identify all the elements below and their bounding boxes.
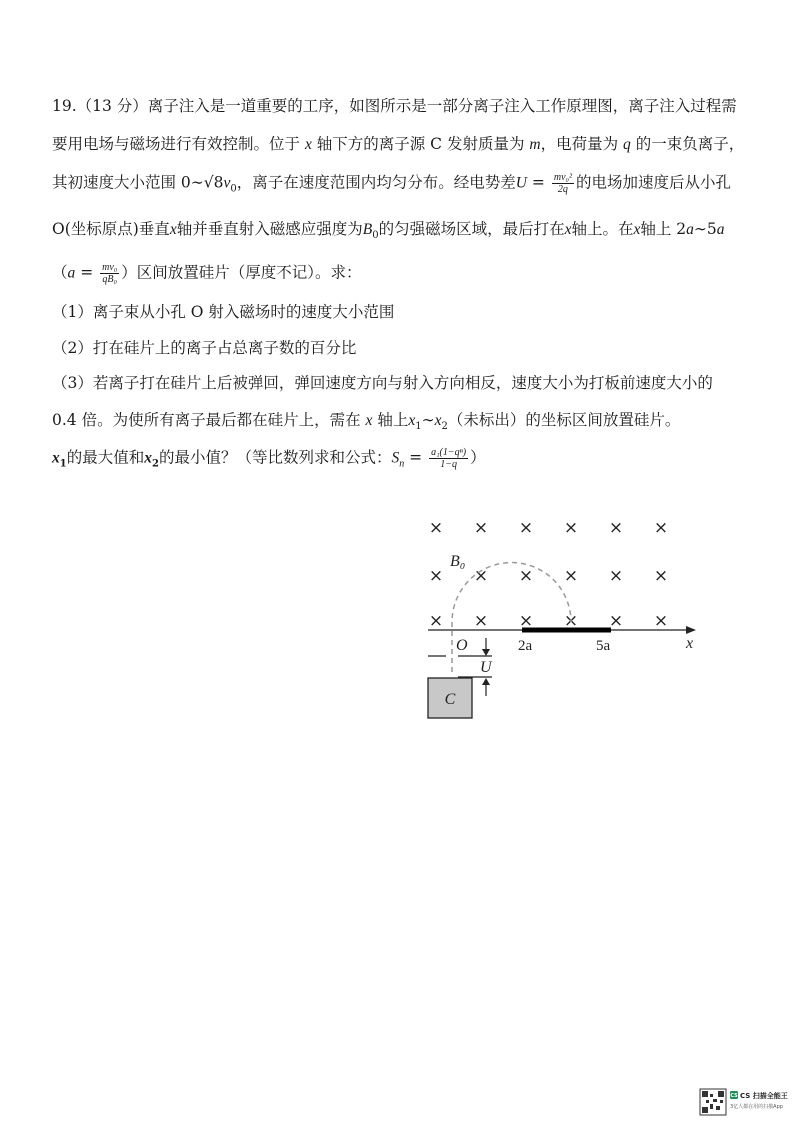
field-cross: × — [518, 611, 534, 631]
question-2: （2）打在硅片上的离子占总离子数的百分比 — [52, 339, 357, 357]
x-axis-arrow — [686, 626, 696, 634]
scanner-brand: CS 扫描全能王 — [740, 1092, 788, 1100]
voltage-arrowhead-top — [482, 649, 490, 656]
field-cross: × — [473, 611, 489, 631]
field-cross: × — [608, 566, 624, 586]
question-3-line-3: $x_1$的最大值和$x_2$的最小值？（等比数列求和公式：$S_n$ = $\frac{\text{a₁(1−qⁿ)}}{1-q}$ ） — [52, 447, 486, 470]
field-cross: × — [563, 611, 579, 631]
field-cross: × — [518, 566, 534, 586]
field-cross: × — [653, 518, 669, 538]
ion-injection-diagram — [420, 510, 710, 740]
voltage-label: U — [480, 659, 492, 676]
field-cross: × — [608, 518, 624, 538]
field-cross: × — [473, 566, 489, 586]
problem-line-5: （a = $\frac{\text{mv₀}}{\text{qB₀}}$ ）区间放置硅片（厚度不记）。求： — [52, 262, 362, 285]
source-label: C — [444, 691, 456, 708]
field-label: B₀ — [450, 553, 466, 570]
svg-text:CS: CS — [730, 1093, 738, 1099]
field-cross: × — [608, 611, 624, 631]
field-cross: × — [653, 611, 669, 631]
series-sum-fraction: $\frac{\text{a₁(1−qⁿ)}}{1-q}$ — [431, 447, 467, 470]
problem-line-2: 要用电场与磁场进行有效控制。位于 x 轴下方的离子源 C 发射质量为 m，电荷量为 q 的一束负离子， — [52, 135, 745, 153]
scanner-watermark — [698, 1086, 788, 1120]
question-3-line-2: 0.4 倍。为使所有离子最后都在硅片上，需在 x 轴上$x_1\sim x_2$（未标出）的坐标区间放置硅片。 — [52, 411, 681, 433]
problem-line-3: 其初速度大小范围 $0\sim√8v_0$，离子在速度范围内均匀分布。经电势差U = $\frac{\text{mv₀²}}{2q}$ 的电场加速度后从小孔 — [52, 172, 731, 195]
field-cross: × — [428, 566, 444, 586]
field-cross: × — [428, 611, 444, 631]
mark-2a: 2a — [518, 638, 533, 654]
mark-5a: 5a — [596, 638, 611, 654]
question-3-line-1: （3）若离子打在硅片上后被弹回，弹回速度方向与射入方向相反，速度大小为打板前速度大小的 — [52, 374, 713, 392]
x-axis-label: x — [686, 635, 694, 652]
origin-label: O — [456, 637, 468, 654]
problem-line-4: O(坐标原点)垂直x轴并垂直射入磁感应强度为$B_0$的匀强磁场区域，最后打在x轴上。在x轴上 2a∼5a — [52, 220, 725, 242]
problem-header: 19.（13 分）离子注入是一道重要的工序，如图所示是一部分离子注入工作原理图，离子注入过程需 — [52, 97, 737, 115]
field-cross: × — [653, 566, 669, 586]
field-cross: × — [428, 518, 444, 538]
scanner-subtitle: 3亿人都在用的扫描App — [730, 1104, 783, 1110]
question-1: （1）离子束从小孔 O 射入磁场时的速度大小范围 — [52, 303, 395, 321]
field-cross: × — [563, 518, 579, 538]
voltage-fraction: $\frac{\text{mv₀²}}{2q}$ — [553, 172, 572, 195]
field-cross: × — [518, 518, 534, 538]
a-fraction: $\frac{\text{mv₀}}{\text{qB₀}}$ — [102, 262, 118, 285]
voltage-arrowhead-bottom — [482, 678, 490, 685]
field-cross: × — [563, 566, 579, 586]
field-cross: × — [473, 518, 489, 538]
